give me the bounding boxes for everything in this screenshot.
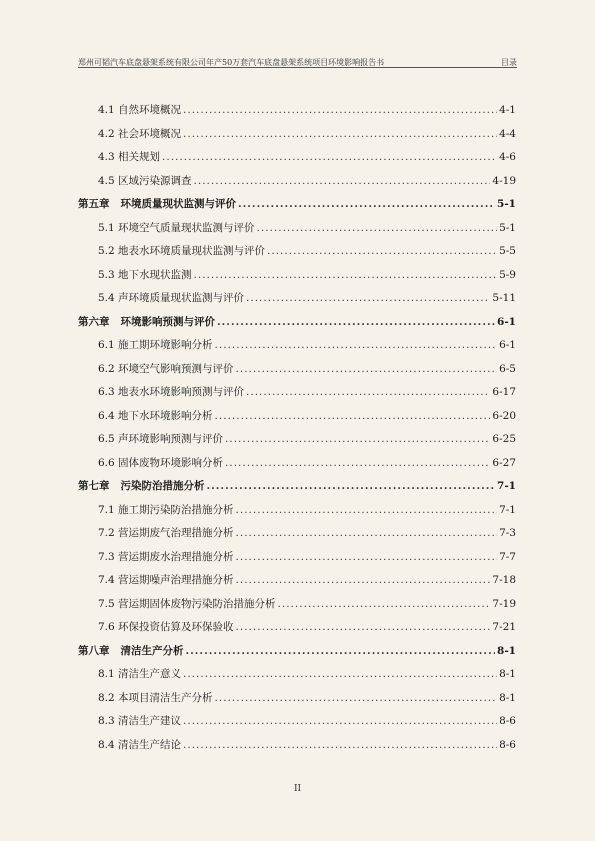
toc-leader-dots bbox=[217, 316, 495, 328]
toc-leader-dots bbox=[278, 598, 491, 610]
toc-entry-title: 地表水环境质量现状监测与评价 bbox=[118, 245, 266, 257]
toc-leader-dots bbox=[257, 222, 498, 234]
toc-section-entry[interactable] bbox=[78, 267, 516, 291]
toc-entry-number: 7.6 bbox=[98, 621, 115, 633]
toc-entry-number: 第八章 bbox=[78, 644, 110, 657]
toc-entry-number: 6.3 bbox=[98, 386, 115, 398]
toc-leader-dots bbox=[225, 457, 490, 469]
toc-chapter-entry[interactable] bbox=[78, 314, 516, 338]
toc-leader-dots bbox=[236, 527, 498, 539]
toc-section-entry[interactable] bbox=[78, 666, 516, 690]
toc-entry-number: 8.4 bbox=[98, 738, 115, 751]
toc-entry-page: 7-21 bbox=[492, 621, 516, 633]
toc-leader-dots bbox=[162, 151, 497, 163]
toc-entry-title: 清洁生产建议 bbox=[118, 715, 182, 727]
toc-leader-dots bbox=[185, 645, 495, 657]
toc-entry-title: 污染防治措施分析 bbox=[120, 480, 205, 492]
toc-section-entry[interactable] bbox=[78, 619, 516, 643]
toc-chapter-entry[interactable] bbox=[78, 478, 516, 502]
toc-entry-number: 6.6 bbox=[98, 456, 115, 469]
toc-entry-title: 环保投资估算及环保验收 bbox=[118, 621, 234, 633]
toc-entry-title: 施工期污染防治措施分析 bbox=[118, 503, 234, 516]
toc-entry-title: 自然环境概况 bbox=[118, 104, 182, 116]
toc-entry-number: 5.1 bbox=[98, 221, 115, 234]
toc-entry-number: 6.4 bbox=[98, 409, 115, 422]
toc-chapter-entry[interactable] bbox=[78, 196, 516, 220]
toc-chapter-entry[interactable] bbox=[78, 643, 516, 667]
toc-section-entry[interactable] bbox=[78, 126, 516, 150]
toc-entry-title: 施工期环境影响分析 bbox=[118, 339, 213, 351]
toc-entry-gap bbox=[110, 480, 121, 492]
toc-entry-page: 4-19 bbox=[492, 174, 516, 187]
toc-section-entry[interactable] bbox=[78, 290, 516, 314]
toc-entry-page: 5-1 bbox=[499, 221, 516, 234]
toc-entry-page: 8-6 bbox=[499, 715, 516, 727]
toc-leader-dots bbox=[225, 433, 490, 445]
toc-entry-number: 7.5 bbox=[98, 597, 115, 610]
toc-entry-number: 第七章 bbox=[78, 480, 110, 492]
toc-leader-dots bbox=[246, 386, 490, 398]
toc-entry-page: 7-1 bbox=[499, 503, 516, 516]
toc-entry-title: 本项目清洁生产分析 bbox=[118, 691, 213, 704]
toc-entry-page: 6-20 bbox=[492, 409, 516, 422]
toc-section-entry[interactable] bbox=[78, 408, 516, 432]
toc-entry-title: 清洁生产意义 bbox=[118, 668, 182, 680]
toc-leader-dots bbox=[267, 245, 497, 257]
toc-entry-title: 营运期废水治理措施分析 bbox=[118, 550, 234, 563]
toc-entry-title: 地下水现状监测 bbox=[118, 268, 192, 281]
toc-entry-title: 地下水环境影响分析 bbox=[118, 409, 213, 422]
header-section: 目录 bbox=[501, 58, 517, 67]
toc-entry-number: 7.1 bbox=[98, 503, 115, 516]
toc-section-entry[interactable] bbox=[78, 713, 516, 737]
toc-entry-number: 第六章 bbox=[78, 315, 110, 328]
toc-entry-page: 4-1 bbox=[499, 104, 516, 116]
toc-section-entry[interactable] bbox=[78, 502, 516, 526]
toc-entry-title: 营运期废气治理措施分析 bbox=[118, 527, 234, 539]
toc-entry-page: 4-6 bbox=[499, 151, 516, 163]
toc-section-entry[interactable] bbox=[78, 220, 516, 244]
toc-entry-number: 7.3 bbox=[98, 550, 115, 563]
toc-section-entry[interactable] bbox=[78, 361, 516, 385]
toc-entry-number: 8.2 bbox=[98, 691, 115, 704]
toc-entry-number: 6.2 bbox=[98, 362, 115, 375]
toc-section-entry[interactable] bbox=[78, 525, 516, 549]
toc-entry-title: 环境空气质量现状监测与评价 bbox=[118, 221, 255, 234]
toc-leader-dots bbox=[183, 128, 497, 140]
toc-entry-number: 4.1 bbox=[98, 104, 115, 116]
toc-entry-title: 营运期固体废物污染防治措施分析 bbox=[118, 597, 276, 610]
toc-entry-page: 7-7 bbox=[499, 550, 516, 563]
toc-entry-page: 4-4 bbox=[499, 127, 516, 140]
toc-entry-title: 固体废物环境影响分析 bbox=[118, 456, 224, 469]
toc-entry-page: 6-25 bbox=[492, 433, 516, 445]
toc-section-entry[interactable] bbox=[78, 102, 516, 126]
toc-entry-title: 环境质量现状监测与评价 bbox=[120, 198, 236, 210]
toc-leader-dots bbox=[236, 621, 491, 633]
toc-entry-page: 6-1 bbox=[497, 315, 516, 328]
toc-entry-number: 8.1 bbox=[98, 668, 115, 680]
toc-entry-page: 5-1 bbox=[497, 198, 516, 210]
toc-entry-number: 7.2 bbox=[98, 527, 115, 539]
toc-section-entry[interactable] bbox=[78, 572, 516, 596]
toc-entry-number: 5.2 bbox=[98, 245, 115, 257]
toc-entry-page: 8-1 bbox=[499, 691, 516, 704]
toc-entry-number: 5.4 bbox=[98, 292, 115, 304]
table-of-contents bbox=[78, 102, 516, 760]
toc-section-entry[interactable] bbox=[78, 455, 516, 479]
toc-entry-number: 7.4 bbox=[98, 574, 115, 586]
toc-entry-page: 7-1 bbox=[497, 480, 516, 492]
toc-entry-page: 5-9 bbox=[499, 268, 516, 281]
toc-entry-title: 清洁生产分析 bbox=[120, 644, 184, 657]
toc-entry-page: 6-5 bbox=[499, 362, 516, 375]
toc-entry-title: 社会环境概况 bbox=[118, 127, 182, 140]
toc-entry-title: 声环境质量现状监测与评价 bbox=[118, 292, 245, 304]
toc-leader-dots bbox=[236, 363, 498, 375]
toc-leader-dots bbox=[236, 551, 498, 563]
toc-entry-number: 4.5 bbox=[98, 174, 115, 187]
toc-entry-page: 8-1 bbox=[499, 668, 516, 680]
page-number: II bbox=[293, 784, 302, 794]
toc-entry-number: 4.2 bbox=[98, 127, 115, 140]
toc-leader-dots bbox=[183, 715, 497, 727]
toc-section-entry[interactable] bbox=[78, 173, 516, 197]
toc-section-entry[interactable] bbox=[78, 243, 516, 267]
toc-entry-number: 8.3 bbox=[98, 715, 115, 727]
toc-entry-title: 环境空气影响预测与评价 bbox=[118, 362, 234, 375]
toc-entry-title: 区域污染源调查 bbox=[118, 174, 192, 187]
toc-entry-number: 4.3 bbox=[98, 151, 115, 163]
page-header bbox=[78, 52, 517, 68]
toc-entry-title: 营运期噪声治理措施分析 bbox=[118, 574, 234, 586]
toc-section-entry[interactable] bbox=[78, 337, 516, 361]
toc-entry-page: 7-18 bbox=[492, 574, 516, 586]
toc-leader-dots bbox=[206, 480, 495, 492]
toc-entry-number: 5.3 bbox=[98, 268, 115, 281]
toc-section-entry[interactable] bbox=[78, 384, 516, 408]
toc-entry-page: 7-19 bbox=[492, 597, 516, 610]
toc-entry-page: 8-6 bbox=[499, 738, 516, 751]
toc-entry-title: 清洁生产结论 bbox=[118, 738, 182, 751]
toc-entry-gap bbox=[110, 198, 121, 210]
toc-entry-gap bbox=[110, 645, 121, 657]
toc-leader-dots bbox=[183, 104, 497, 116]
toc-leader-dots bbox=[236, 574, 491, 586]
toc-leader-dots bbox=[215, 339, 498, 351]
toc-section-entry[interactable] bbox=[78, 596, 516, 620]
toc-entry-page: 7-3 bbox=[499, 527, 516, 539]
toc-entry-page: 8-1 bbox=[497, 644, 516, 657]
toc-section-entry[interactable] bbox=[78, 149, 516, 173]
toc-leader-dots bbox=[194, 175, 491, 187]
toc-section-entry[interactable] bbox=[78, 690, 516, 714]
toc-entry-page: 6-1 bbox=[499, 339, 516, 351]
toc-entry-title: 地表水环境影响预测与评价 bbox=[118, 386, 245, 398]
toc-leader-dots bbox=[183, 739, 497, 751]
toc-section-entry[interactable] bbox=[78, 737, 516, 761]
toc-entry-page: 6-27 bbox=[492, 456, 516, 469]
toc-leader-dots bbox=[183, 668, 497, 680]
header-rule bbox=[78, 67, 517, 68]
header-title: 郑州可韬汽车底盘悬架系统有限公司年产50万套汽车底盘悬架系统项目环境影响报告书 bbox=[78, 58, 385, 67]
toc-section-entry[interactable] bbox=[78, 431, 516, 455]
toc-entry-title: 相关规划 bbox=[118, 151, 161, 163]
toc-entry-page: 5-5 bbox=[499, 245, 516, 257]
toc-leader-dots bbox=[215, 410, 491, 422]
toc-entry-title: 声环境影响预测与评价 bbox=[118, 433, 224, 445]
toc-leader-dots bbox=[238, 198, 495, 210]
toc-leader-dots bbox=[215, 692, 498, 704]
toc-leader-dots bbox=[236, 504, 498, 516]
toc-leader-dots bbox=[246, 292, 490, 304]
toc-entry-gap bbox=[110, 316, 121, 328]
toc-entry-page: 5-11 bbox=[492, 292, 516, 304]
toc-leader-dots bbox=[194, 269, 498, 281]
toc-entry-page: 6-17 bbox=[492, 386, 516, 398]
toc-entry-number: 6.1 bbox=[98, 339, 115, 351]
toc-entry-title: 环境影响预测与评价 bbox=[120, 315, 215, 328]
toc-entry-number: 6.5 bbox=[98, 433, 115, 445]
toc-entry-number: 第五章 bbox=[78, 198, 110, 210]
toc-section-entry[interactable] bbox=[78, 549, 516, 573]
